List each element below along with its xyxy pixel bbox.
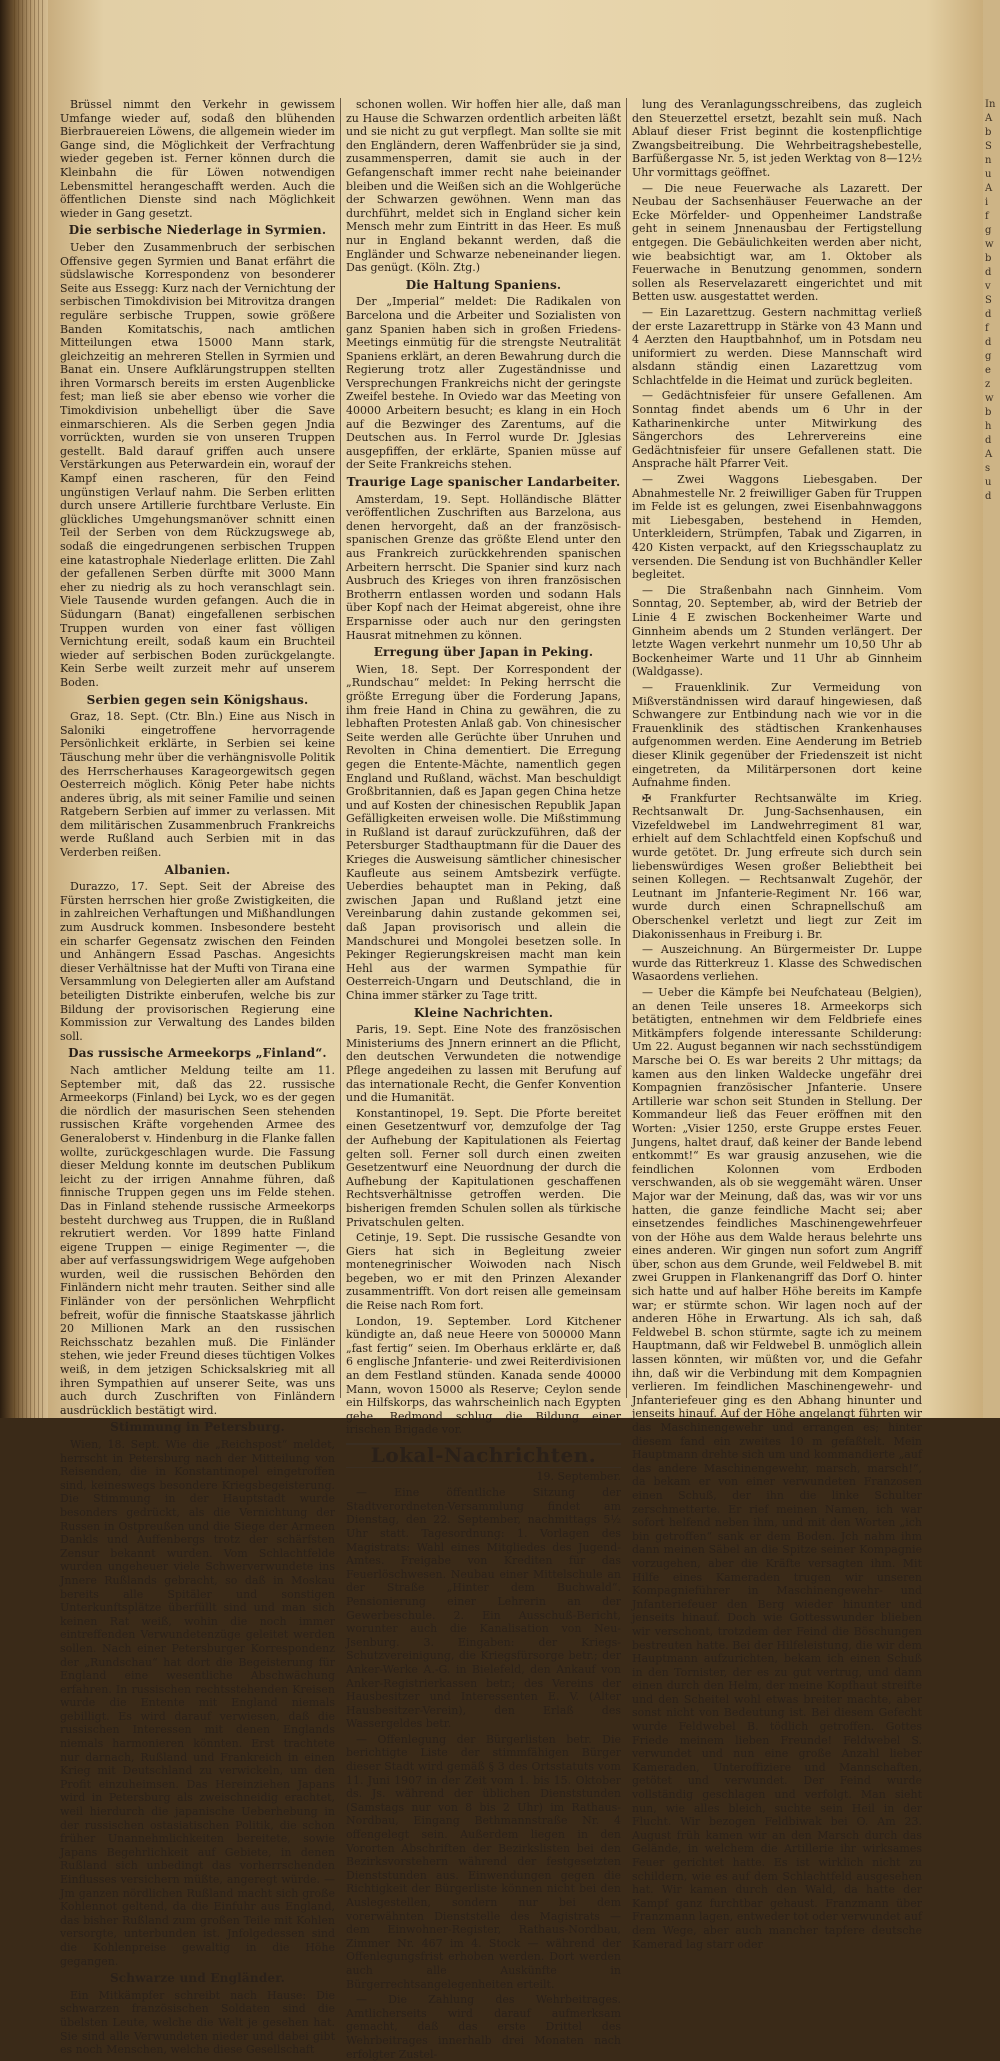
- adjacent-page-fragment: S: [985, 295, 992, 306]
- adjacent-page-fragment: In: [985, 99, 996, 110]
- adjacent-page-fragment: b: [985, 407, 992, 418]
- adjacent-page-fragment: A: [985, 113, 993, 124]
- adjacent-page-fragment: b: [985, 253, 992, 264]
- headline-serbien-koenigshaus: Serbien gegen sein Königshaus.: [86, 692, 309, 707]
- article-text: Amsterdam, 19. Sept. Holländische Blätter veröffentlichen Zuschriften aus Barzelona, aus denen hervorgeht, daß an der französisch-spanischen Grenze das größte Elend unter den aus Frankreich zurückkehrenden spanischen Arbeitern herrscht. Die Spanier sind kurz nach Ausbruch des Krieges von ihren französischen Brotherrn entlassen worden und sodann Hals über Kopf nach der Heimat abgereist, ohne ihre Ersparnisse oder auch nur den geringsten Hausrat mitnehmen zu können.: [346, 492, 621, 642]
- column-rule-2: [626, 98, 627, 1398]
- section-date: 19. September.: [536, 1469, 621, 1483]
- adjacent-page-fragment: A: [985, 183, 993, 194]
- adjacent-page-fragment: d: [985, 337, 992, 348]
- adjacent-page-fragment: w: [985, 239, 994, 250]
- book-spine: [0, 0, 48, 1418]
- adjacent-page-fragment: i: [985, 197, 989, 208]
- headline-japan-peking: Erregung über Japan in Peking.: [373, 645, 594, 660]
- column-3: [632, 98, 922, 1951]
- article-text: — Auszeichnung. An Bürgermeister Dr. Luppe wurde das Ritterkreuz 1. Klasse des Schwedischen Wasaordens verliehen.: [632, 943, 922, 984]
- article-text: — Ein Lazarettzug. Gestern nachmittag verließ der erste Lazarettrupp in Stärke von 43 Mann und 4 Aerzten den Hauptbahnhof, um in Potsdam neu uniformiert zu werden. Diese Mannschaft wird alsdann ständig einen Lazarettzug vom Schlachtfelde in die Heimat und zurück begleiten.: [632, 305, 922, 387]
- adjacent-page-fragment: d: [985, 435, 992, 446]
- section-title-lokal-nachrichten: Lokal-Nachrichten.: [346, 1443, 621, 1468]
- article-text: Wien, 18. Sept. Der Korrespondent der „Rundschau“ meldet: In Peking herrscht die größte Erregung über die Forderung Japans, ihm freie Hand in China zu gewähren, die zu lebhaften Protesten Anlaß gab. Von chinesischer Seite werden alle Gerüchte über Unruhen und Revolten in China dementiert. Die Erregung gegen die Entente-Mächte, namentlich gegen England und Rußland, wächst. Man beschuldigt Großbritannien, daß es Japan gegen China hetze und auf Kosten der chinesischen Republik Japan Gefälligkeiten erweisen wolle. Die Mißstimmung in Rußland ist darauf zurückzuführen, daß der Petersburger Stadthauptmann für die Dauer des Krieges die Ausweisung sämtlicher chinesischer Kaufleute aus seinem Amtsbezirk verfügte. Ueberdies behauptet man in Peking, daß zwischen Japan und Rußland jetzt eine Vereinbarung dahin zustande gekommen sei, daß Japan provisorisch und allein die Mandschurei und Mongolei besetzen solle. In Pekinger Regierungskreisen macht man kein Hehl aus der warmen Sympathie für Oesterreich-Ungarn und Deutschland, die in China immer stärker zu Tage tritt.: [346, 662, 621, 1002]
- article-text: Der „Imperial“ meldet: Die Radikalen von Barcelona und die Arbeiter und Sozialisten von ganz Spanien haben sich in großen Friedens-Meetings einmütig für die strengste Neutralität Spaniens erklärt, an deren Bewahrung durch die Regierung trotz aller Zugeständnisse und Versprechungen Frankreichs nicht der geringste Zweifel bestehe. In Oviedo war das Meeting von 40000 Arbeitern besucht; es klang in ein Hoch auf die Bezwinger des Zarentums, auf die Deutschen aus. In Ferrol wurde Dr. Jglesias ausgepfiffen, der erklärte, Spanien müsse auf der Seite Frankreichs stehen.: [346, 295, 621, 472]
- adjacent-page-fragment: u: [985, 169, 992, 180]
- article-text: ✠ Frankfurter Rechtsanwälte im Krieg. Rechtsanwalt Dr. Jung-Sachsenhausen, ein Vizefeldwebel im Landwehrregiment 81 war, erhielt auf dem Schlachtfeld einen Kopfschuß und wurde getötet. Dr. Jung erfreute sich durch sein liebenswürdiges Wesen großer Beliebtheit bei seinen Kollegen. — Rechtsanwalt Zugehör, der Leutnant im Jnfanterie-Regiment Nr. 166 war, wurde durch einen Schrapnellschuß am Oberschenkel verletzt und liegt zur Zeit im Diakonissenhaus in Freiburg i. Br.: [632, 791, 922, 941]
- adjacent-page-fragment: b: [985, 127, 992, 138]
- column-2: [346, 98, 621, 2061]
- adjacent-page-fragment: f: [985, 211, 989, 222]
- article-text: lung des Veranlagungsschreibens, das zugleich den Steuerzettel ersetzt, bezahlt sein muß. Nach Ablauf dieser Frist beginnt die kostenpflichtige Zwangsbeitreibung. Die Wehrbeitragshebestelle, Barfüßergasse Nr. 5, ist jeden Werktag von 8—12½ Uhr vormittags geöffnet.: [632, 98, 922, 179]
- article-text: London, 19. September. Lord Kitchener kündigte an, daß neue Heere von 500000 Mann „fast fertig“ seien. Im Oberhaus erklärte er, daß 6 englische Jnfanterie- und zwei Reiterdivisionen an dem Festland stünden. Kanada sende 40000 Mann, wovon 15000 als Reserve; Ceylon sende ein Hilfskorps, das wahrscheinlich nach Egypten gehe. Redmond schlug die Bildung einer irischen Brigade vor.: [346, 1314, 621, 1437]
- adjacent-page-fragment: g: [985, 351, 992, 362]
- article-text: — Eine öffentliche Sitzung der Stadtverordneten-Versammlung findet am Dienstag, den 22. September, nachmittags 5½ Uhr statt. Tagesordnung: 1. Vorlagen des Magistrats: Wahl eines Mitgliedes des Jugend-Amtes. Freigabe von Krediten für das Feuerlöschwesen. Neubau einer Mittelschule an der Straße „Hinter dem Buchwald“. Pensionierung einer Lehrerin an der Gewerbeschule. 2. Ein Ausschuß-Bericht, worunter auch die Kanalisation von Neu-Jsenburg. 3. Eingaben: der Kriegs-Schutzvereinigung, die Kriegsfürsorge betr.; der Anker-Werke A.-G. in Bielefeld, den Ankauf von Anker-Registrierkassen betr.; des Vereins der Hausbesitzer und Interessenten E. V. (Alter Hausbesitzer-Verein), den Erlaß des Wassergeldes betr.: [346, 1486, 621, 1731]
- adjacent-page-fragment: s: [985, 463, 991, 474]
- adjacent-page-fragment: g: [985, 225, 992, 236]
- article-text: — Gedächtnisfeier für unsere Gefallenen. Am Sonntag findet abends um 6 Uhr in der Katharinenkirche unter Mitwirkung des Sängerchors des Lehrervereins eine Gedächtnisfeier für unsere Gefallenen statt. Die Ansprache hält Pfarrer Veit.: [632, 389, 922, 471]
- article-text: Wien, 18. Sept. Wie die „Reichspost“ meldet, herrscht in Petersburg nach der Mitteilung von Reisenden, die in Konstantinopel eingetroffen sind, keineswegs besondere Kriegsbegeisterung. Die Stimmung in der Hauptstadt wurde besonders gedrückt, als die Vernichtung der Russen in Ostpreußen und die Siege der Armeen Dankls und Auffenbergs trotz der schärfsten Zensur bekannt wurden. Vom Schlachtfelde wurden ungeheuer viele Schwerverwundete ins Jnnere Rußlands gebracht, so daß in Moskau bereits alle Spitäler und sonstigen Unterkunftsplätze überfüllt sind und man sich keinen Rat weiß, wohin die noch immer eintreffenden Verwundetenzüge geleitet werden sollen. Nach einer Petersburger Korrespondenz der „Rundschau“ hat dort die Begeisterung für England eine wesentliche Abschwächung erfahren. In russischen rechtsstehenden Kreisen wurde die Entente mit England niemals gebilligt. Es wird darauf verwiesen, daß die russischen Interessen mit denen Englands niemals harmonieren könnten. Erst trachtete nur darnach, Rußland und Frankreich in einen Krieg mit Deutschland zu verwickeln, um den Profit einzuheimsen. Das Hereinziehen Japans wird in Petersburg als zweischneidig erachtet, weil hierdurch die japanische Ueberhebung in der russischen ostasiatischen Politik, die schon früher Unannehmlichkeiten bereitete, sowie Japans Begehrlichkeit auf Gebiete, in denen Rußland sich unbedingt das vorherrschenden Einflusses versichern müßte, angeregt würde. — Jm ganzen nördlichen Rußland macht sich große Kohlennot geltend, da die Einfuhr aus England, das bisher Rußland zum großen Teile mit Kohlen versorgte, unterbunden ist. Jnfolgedessen sind die Kohlenpreise gewaltig in die Höhe gegangen.: [60, 1438, 335, 1968]
- adjacent-page-fragment: v: [985, 281, 991, 292]
- article-text: Paris, 19. Sept. Eine Note des französischen Ministeriums des Jnnern erinnert an die Pflicht, den deutschen Verwundeten die notwendige Pflege angedeihen zu lassen mit Berufung auf das internationale Recht, die Genfer Konvention und die Humanität.: [346, 1023, 621, 1105]
- headline-albanien: Albanien.: [164, 862, 231, 877]
- article-text: — Frauenklinik. Zur Vermeidung von Mißverständnissen wird darauf hingewiesen, daß Schwangere zur Entbindung nach wie vor in die Frauenklinik des städtischen Krankenhauses aufgenommen werden. Eine Aenderung im Betrieb dieser Klinik gegenüber der Friedenszeit ist nicht eingetreten, da Militärpersonen dort keine Aufnahme finden.: [632, 680, 922, 790]
- column-rule-1: [340, 98, 341, 1398]
- headline-kleine-nachrichten: Kleine Nachrichten.: [413, 1005, 554, 1020]
- article-text: Durazzo, 17. Sept. Seit der Abreise des Fürsten herrschen hier große Zwistigkeiten, die in zahlreichen Verhaftungen und Mißhandlungen zum Ausdruck kommen. Insbesondere besteht ein scharfer Gegensatz zwischen den Feinden und Anhängern Essad Paschas. Angesichts dieser Verhältnisse hat der Mufti von Tirana eine Versammlung von Delegierten aller am Aufstand beteiligten Distrikte einberufen, welche bis zur Bildung der provisorischen Regierung eine Kommission zur Verwaltung des Landes bilden soll.: [60, 880, 335, 1043]
- article-text: Nach amtlicher Meldung teilte am 11. September mit, daß das 22. russische Armeekorps (Finland) bei Lyck, wo es der gegen die nördlich der masurischen Seen stehenden russischen Kräfte vorgehenden Armee des Generaloberst v. Hindenburg in die Flanke fallen wollte, zurückgeschlagen wurde. Die Fassung dieser Meldung konnte im deutschen Publikum leicht zu der irrigen Annahme führen, daß finnische Truppen gegen uns im Felde stehen. Das in Finland stehende russische Armeekorps besteht durchweg aus Truppen, die in Rußland rekrutiert werden. Vor 1899 hatte Finland eigene Truppen — einige Regimenter —, die aber auf verfassungswidrigem Wege aufgehoben wurden, weil die russischen Behörden den Finländern nicht mehr trauten. Seither sind alle Finländer von der persönlichen Wehrpflicht befreit, wofür die finnische Staatskasse jährlich 20 Millionen Mark an den russischen Reichsschatz bezahlen muß. Die Finländer stehen, wie jeder Freund dieses tüchtigen Volkes weiß, in dem jetzigen Schicksalskrieg mit all ihren Sympathien auf unserer Seite, was uns auch durch Zuschriften von Finländern ausdrücklich bestätigt wird.: [60, 1063, 335, 1417]
- article-text: Ueber den Zusammenbruch der serbischen Offensive gegen Syrmien und Banat erfährt die südslawische Korrespondenz von besonderer Seite aus Essegg: Kurz nach der Vernichtung der serbischen Timokdivision bei Mitrovitza drangen reguläre serbische Truppen, sowie größere Banden Komitatschis, nach amtlichen Mitteilungen etwa 15000 Mann stark, gleichzeitig an mehreren Stellen in Syrmien und Banat ein. Unsere Aufklärungstruppen stellten ihren Vormarsch bereits im ersten Augenblicke fest; man ließ sie aber ebenso wie vorher die Timokdivision unbehelligt über die Save einmarschieren. Als die Serben gegen Jndia vorrückten, wurden sie von unseren Truppen gestellt. Bald darauf griffen auch unsere Verstärkungen aus Peterwardein ein, worauf der Kampf einen rascheren, für den Feind ungünstigen Verlauf nahm. Die Serben erlitten durch unsere Artillerie furchtbare Verluste. Ein glückliches Umgehungsmanöver schnitt einen Teil der Serben von dem Rückzugswege ab, sodaß die eingedrungenen serbischen Truppen eine katastrophale Niederlage erlitten. Die Zahl der gefallenen Serben dürfte mit 3000 Mann eher zu niedrig als zu hoch veranschlagt sein. Viele Tausende wurden gefangen. Auch die in Südungarn (Banat) eingefallenen serbischen Truppen wurden von einer fast völligen Vernichtung ereilt, sodaß kaum ein Bruchteil wieder auf serbischen Boden zurückgelangte. Kein Serbe weilt zurzeit mehr auf unserem Boden.: [60, 240, 335, 689]
- headline-armeekorps-finland: Das russische Armeekorps „Finland“.: [68, 1046, 327, 1061]
- column-1: [60, 98, 335, 2057]
- headline-serbische-niederlage: Die serbische Niederlage in Syrmien.: [68, 223, 327, 238]
- article-text: — Die neue Feuerwache als Lazarett. Der Neubau der Sachsenhäuser Feuerwache an der Ecke Mörfelder- und Oppenheimer Landstraße geht in seinem Jnnenausbau der Fertigstellung entgegen. Die Gebäulichkeiten werden aber nicht, wie beabsichtigt war, am 1. Oktober als Feuerwache in Benutzung genommen, sondern sollen als Reservelazarett eingerichtet und mit Betten usw. ausgestattet werden.: [632, 181, 922, 304]
- adjacent-page-fragment: A: [985, 449, 993, 460]
- adjacent-page-fragment: z: [985, 379, 991, 390]
- adjacent-page-fragment: w: [985, 393, 994, 404]
- adjacent-page-fragment: u: [985, 477, 992, 488]
- article-text: — Die Zahlung des Wehrbeitrages. Amtlicherseits wird darauf aufmerksam gemacht, daß das erste Drittel des Wehrbeitrages innerhalb drei Monaten nach erfolgter Zustel-: [346, 1993, 621, 2061]
- article-text: — Die Straßenbahn nach Ginnheim. Vom Sonntag, 20. September, ab, wird der Betrieb der Linie 4 E zwischen Bockenheimer Warte und Ginnheim abends um 2 Stunden verlängert. Der letzte Wagen verkehrt nunmehr um 10,50 Uhr ab Bockenheimer Warte und 11 Uhr ab Ginnheim (Waldgasse).: [632, 583, 922, 679]
- article-text: — Zwei Waggons Liebesgaben. Der Abnahmestelle Nr. 2 freiwilliger Gaben für Truppen im Felde ist es gelungen, zwei Eisenbahnwaggons mit Liebesgaben, bestehend in Hemden, Unterkleidern, Strümpfen, Tabak und Zigarren, in 420 Kisten verpackt, auf den Kriegsschauplatz zu versenden. Die Sendung ist von Buchhändler Keller begleitet.: [632, 473, 922, 582]
- headline-haltung-spaniens: Die Haltung Spaniens.: [405, 277, 562, 292]
- article-text: Cetinje, 19. Sept. Die russische Gesandte von Giers hat sich in Begleitung zweier montenegrinischer Woiwoden nach Nisch begeben, wo er mit den Prinzen Alexander zusammentrifft. Von dort reisen alle gemeinsam die Reise nach Rom fort.: [346, 1231, 621, 1313]
- article-text: — Offenlegung der Bürgerlisten betr. Die berichtigte Liste der stimmfähigen Bürger dieser Stadt wird gemäß § 3 des Ortsstatuts vom 11. Juni 1907 in der Zeit vom 1. bis 15. Oktober ds. Js. während der üblichen Dienststunden (Samstags nur von 8 bis 2 Uhr) im Rathaus-Nordbau, Eingang Bethmannstraße Nr. 4 offengelegt sein. Außerdem liegen in den Vororten Abschriften der Bezirkslisten bei den Bezirksvorstehern während der festgesetzten Dienststunden aus. Einwendungen gegen die Richtigkeit der Bürgerliste können nicht bei den Auslegestellen, sondern nur bei dem vorerwähnten Dienststelle des Magistrats — dem Einwohner-Register, Rathaus-Nordbau, Zimmer Nr. 467 im 4. Stock — während der Offenlegungsfrist erhoben werden. Dort werden auch alle Auskünfte in Bürgerrechtsangelegenheiten erteilt.: [346, 1732, 621, 1991]
- adjacent-page-edge: [983, 0, 1000, 1418]
- article-text: schonen wollen. Wir hoffen hier alle, daß man zu Hause die Schwarzen ordentlich arbeiten läßt und sie nicht zu gut verpflegt. Man sollte sie mit den Engländern, deren Waffenbrüder sie ja sind, zusammensperren, damit sie auch in der Gefangenschaft immer recht nahe beieinander bleiben und die Weißen sich an die Wohlgerüche der Schwarzen gewöhnen. Wenn man das durchführt, meldet sich in England sicher kein Mensch mehr zum Eintritt in das Heer. Es muß nur in England bekannt werden, daß die Engländer und Schwarze nebeneinander liegen. Das genügt. (Köln. Ztg.): [346, 98, 621, 275]
- adjacent-page-fragment: S: [985, 141, 992, 152]
- headline-schwarze-englaender: Schwarze und Engländer.: [109, 1971, 286, 1986]
- headline-stimmung-petersburg: Stimmung in Petersburg.: [110, 1420, 285, 1435]
- adjacent-page-fragment: f: [985, 323, 989, 334]
- page-edges: [14, 0, 44, 1418]
- adjacent-page-fragment: d: [985, 491, 992, 502]
- article-text: Brüssel nimmt den Verkehr in gewissem Umfange wieder auf, sodaß den blühenden Bierbrauereien Löwens, die allgemein wieder im Gange sind, die Möglichkeit der Verfrachtung wieder gegeben ist. Ferner können durch die Kleinbahn die für Löwen notwendigen Lebensmittel herangeschafft werden. Auch die öffentlichen Dienste sind nach Möglichkeit wieder in Gang gesetzt.: [60, 98, 335, 220]
- article-text: Konstantinopel, 19. Sept. Die Pforte bereitet einen Gesetzentwurf vor, demzufolge der Tag der Aufhebung der Kapitulationen als Feiertag gelten soll. Ferner soll durch einen zweiten Gesetzentwurf eine Neuordnung der durch die Aufhebung der Kapitulationen geschaffenen Rechtsverhältnisse getroffen werden. Die bisherigen fremden Schulen sollen als türkische Privatschulen gelten.: [346, 1106, 621, 1229]
- adjacent-page-fragment: d: [985, 309, 992, 320]
- adjacent-page-fragment: e: [985, 365, 991, 376]
- article-text: Ein Mitkämpfer schreibt nach Hause: Die schwarzen französischen Soldaten sind die übelsten Leute, welche die Welt je gesehen hat. Sie sind alle Verwundeten nieder und dabei gibt es noch Menschen, welche diese Gesellschaft: [60, 1988, 335, 2057]
- headline-spanische-landarbeiter: Traurige Lage spanischer Landarbeiter.: [346, 475, 621, 490]
- article-text: — Ueber die Kämpfe bei Neufchateau (Belgien), an denen Teile unseres 18. Armeekorps sich betätigten, entnehmen wir dem Feldbriefe eines Mitkämpfers folgende interessante Schilderung: Um 22. August begannen wir nach sechsstündigem Marsche bei O. Es war bereits 2 Uhr mittags; da kamen aus den linken Waldecke ungefähr drei Kompagnien französischer Jnfanterie. Unsere Artillerie war schon seit Stunden in Stellung. Der Kommandeur ließ das Feuer eröffnen mit den Worten: „Visier 1250, erste Gruppe erstes Feuer. Jungens, haltet drauf, daß keiner der Bande lebend entkommt!“ Es war grausig anzusehen, wie die feindlichen Kolonnen vom Erdboden verschwanden, als ob sie weggemäht wären. Unser Major war der Meinung, daß das, was wir vor uns hatten, die ganze feindliche Macht sei; aber einsetzendes feindliches Maschinengewehrfeuer von der Höhe aus dem Walde heraus belehrte uns eines anderen. Wir gingen nun sofort zum Angriff über, schon aus dem Grunde, weil Feldwebel B. mit zwei Gruppen in Flankenangriff das Dorf O. hinter sich hatte und auf halber Höhe bereits im Kampfe war; er stürmte schon. Wir lagen noch auf der anderen Höhe in Erwartung. Als ich sah, daß Feldwebel B. schon stürmte, sagte ich zu meinem Hauptmann, daß wir Feldwebel B. unmöglich allein lassen könnten, wir müßten vor, und die Gefahr ihn, daß wir die Verbindung mit dem Kompagnien verlieren. Im feindlichen Maschinengewehr- und Jnfanteriefeuer ging es den Abhang hinunter und jenseits hinauf. Auf der Höhe angelangt führten wir das Maschinengewehr und errangen es; hinter diesem fand ein zweites 10 m gefaßtelt. Mein Hauptmann drehte sich um und kommandierte „auf das andere Maschinengewehr, marsch, marsch!“, da bekam er von einer verwundeten Franzosen einen Schuß, der ihn die linke Schulter zerschmetterte. Er rief meinen Namen, ich war sofort helfend neben ihm, und mit den Worten „ich bin getroffen“ sank er dem Boden. Jch nahm ihm dann meinen Säbel an die Spitze seiner Kompagnie vorzugehen, aber die Kräfte versagten ihm. Mit Hilfe eines Kameraden trugen wir unseren Kompagnieführer in Maschinengewehr- und Jnfanteriefeuer den Berg wieder hinunter und jenseits hinauf. Doch wie Gottesswunder blieben wir verschont, trotzdem der Feind die Böschungen bestreuten hatte. Bei der Hilfeleistung, die wir dem Hauptmann aufzurichten, bekam ich einen Schuß in den Tornister, der es zu gut vertrug, und dann einen durch den Helm, der meine Kopfhaut streifte und den Scheitel wohl etwas breiter machte, aber sonst nicht von Bedeutung ist. Bei diesem Gefecht wurde Feldwebel B. tödlich getroffen. Gottes Friede meinem lieben Freunde! Feldwebel S. verwundet und nun eine große Anzahl lieber Kameraden, Unteroffiziere und Mannschaften, getötet und verwundet. Der Feind wurde vollständig geschlagen und verfolgt. Man sieht nun, wie alles bleich, suchte sein Heil in der Flucht. Wir bezogen Feldbiwak bei O. Am 23. August früh kamen wir an den Marsch durch das Gelände, in welchem die Artillerie ihr wirksames Feuer gerichtet hatte. Es ist wirklich nicht zu schildern, wie es auf dem Schlachtfeld ausgesehen hat. Wir kamen durch den Wald, da hatte der Kampf ganz furchtbar gehaust. Franzmann über Franzmann lagen, entweder tot oder verwundet auf dem Wege, aber auch mancher tapfere deutsche Kamerad lag starr oder: [632, 986, 922, 1951]
- adjacent-page-fragment: h: [985, 421, 992, 432]
- article-text: Graz, 18. Sept. (Ctr. Bln.) Eine aus Nisch in Saloniki eingetroffene hervorragende Persönlichkeit erklärte, in Serbien sei keine Täuschung mehr über die verhängnisvolle Politik des Herrscherhauses Karageorgewitsch gegen Oesterreich möglich. König Peter habe nichts anderes übrig, als mit seiner Familie und seinen Ratgebern Serbien auf immer zu verlassen. Mit dem militärischen Zusammenbruch Frankreichs werde Rußland auch Serbien mit in das Verderben reißen.: [60, 710, 335, 860]
- adjacent-page-fragment: d: [985, 267, 992, 278]
- adjacent-page-fragment: n: [985, 155, 992, 166]
